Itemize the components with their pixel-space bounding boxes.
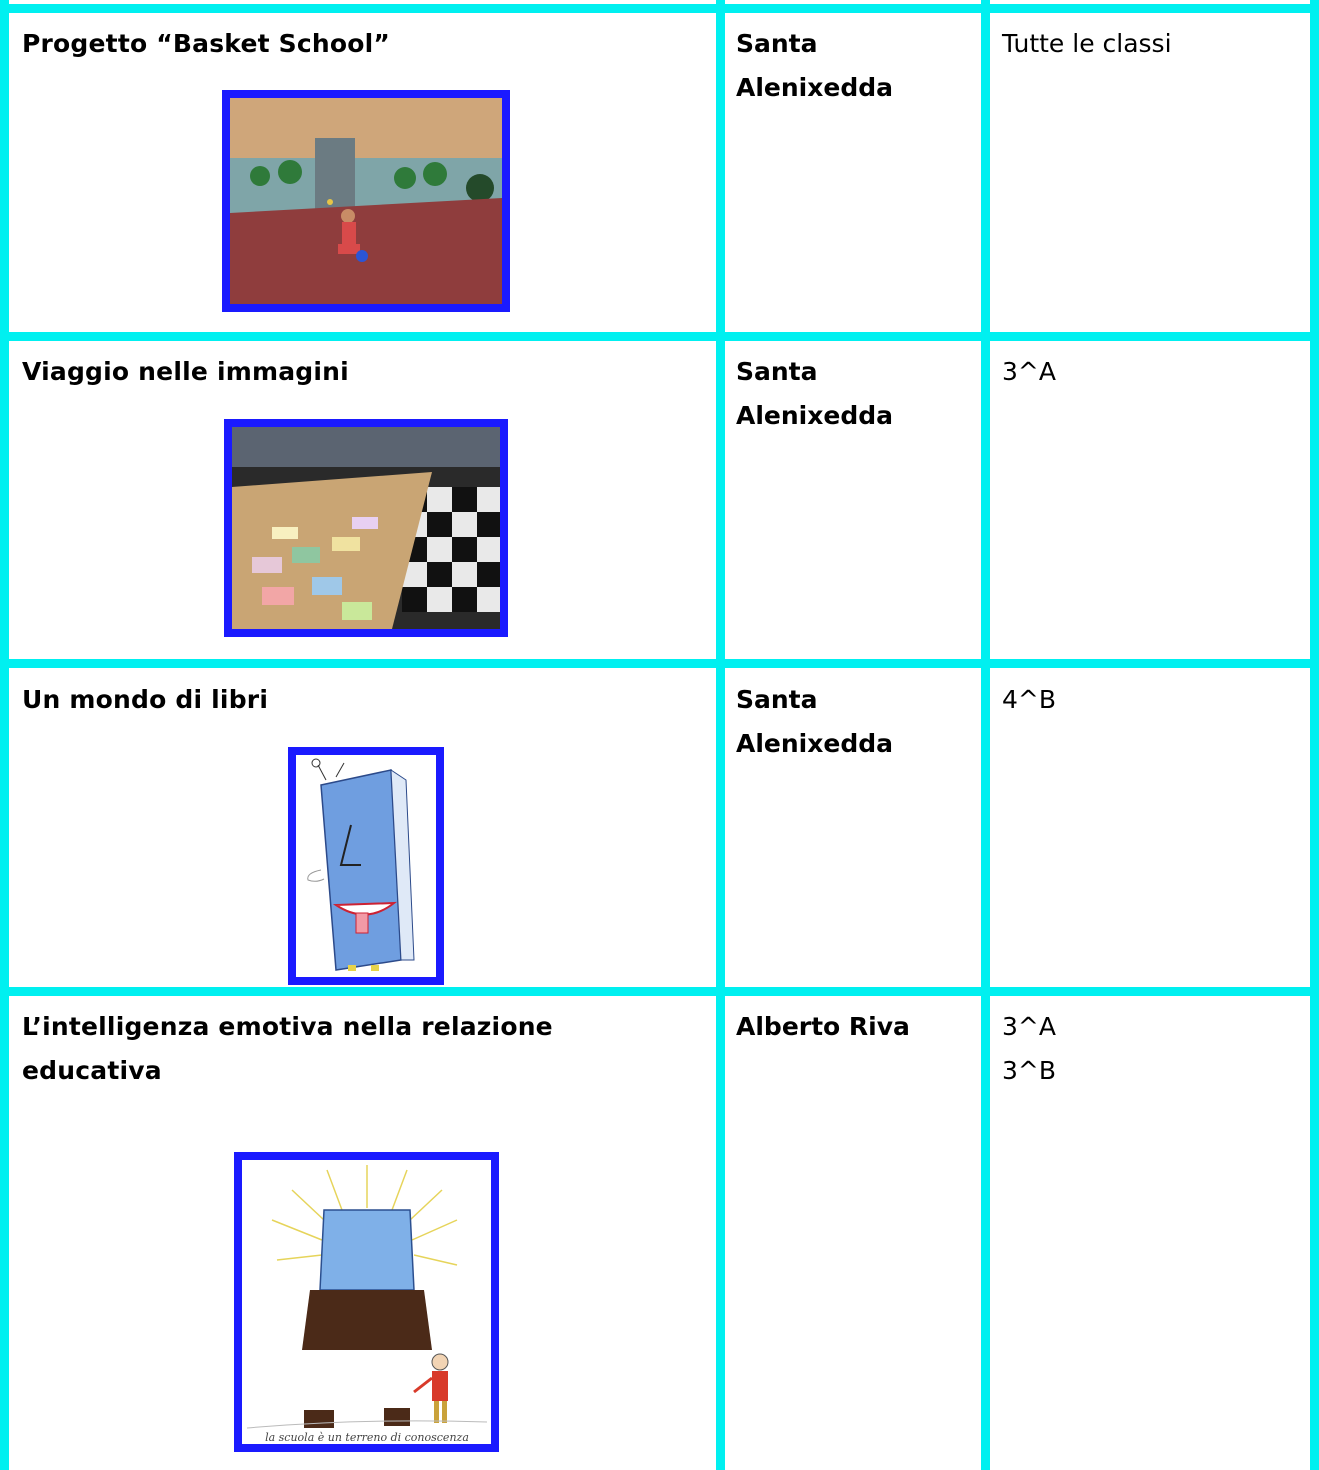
class-label: 3^B bbox=[1002, 1056, 1057, 1085]
table-border-row3 bbox=[0, 987, 1319, 996]
project-title: Viaggio nelle immagini bbox=[22, 357, 349, 386]
intelligenza-emotiva-drawing bbox=[234, 1152, 499, 1452]
class-label: 4^B bbox=[1002, 685, 1057, 714]
table-border-col2 bbox=[981, 0, 990, 1470]
project-title: L’intelligenza emotiva nella relazione educativa bbox=[22, 1012, 553, 1085]
class-label: 3^A bbox=[1002, 1012, 1056, 1041]
project-classes bbox=[1002, 350, 1302, 394]
table-border-right bbox=[1310, 0, 1319, 1470]
mondo-libri-drawing bbox=[288, 747, 444, 985]
table-border-col1 bbox=[716, 0, 725, 1470]
drawing-caption: la scuola è un terreno di conoscenza bbox=[265, 1431, 469, 1444]
project-classes bbox=[1002, 22, 1302, 66]
project-author: Alberto Riva bbox=[736, 1012, 910, 1041]
project-author: Santa Alenixedda bbox=[736, 685, 893, 758]
table-border-row1 bbox=[0, 332, 1319, 341]
basket-school-photo bbox=[222, 90, 510, 312]
class-label: Tutte le classi bbox=[1002, 29, 1172, 58]
project-author: Santa Alenixedda bbox=[736, 357, 893, 430]
project-author: Santa Alenixedda bbox=[736, 29, 893, 102]
viaggio-immagini-photo bbox=[224, 419, 508, 637]
project-title: Un mondo di libri bbox=[22, 685, 269, 714]
project-title: Progetto “Basket School” bbox=[22, 29, 391, 58]
table-border-row2 bbox=[0, 659, 1319, 668]
project-classes bbox=[1002, 678, 1302, 722]
table-border-top bbox=[0, 4, 1319, 13]
project-classes bbox=[1002, 1005, 1302, 1093]
table-border-left bbox=[0, 0, 9, 1470]
class-label: 3^A bbox=[1002, 357, 1056, 386]
